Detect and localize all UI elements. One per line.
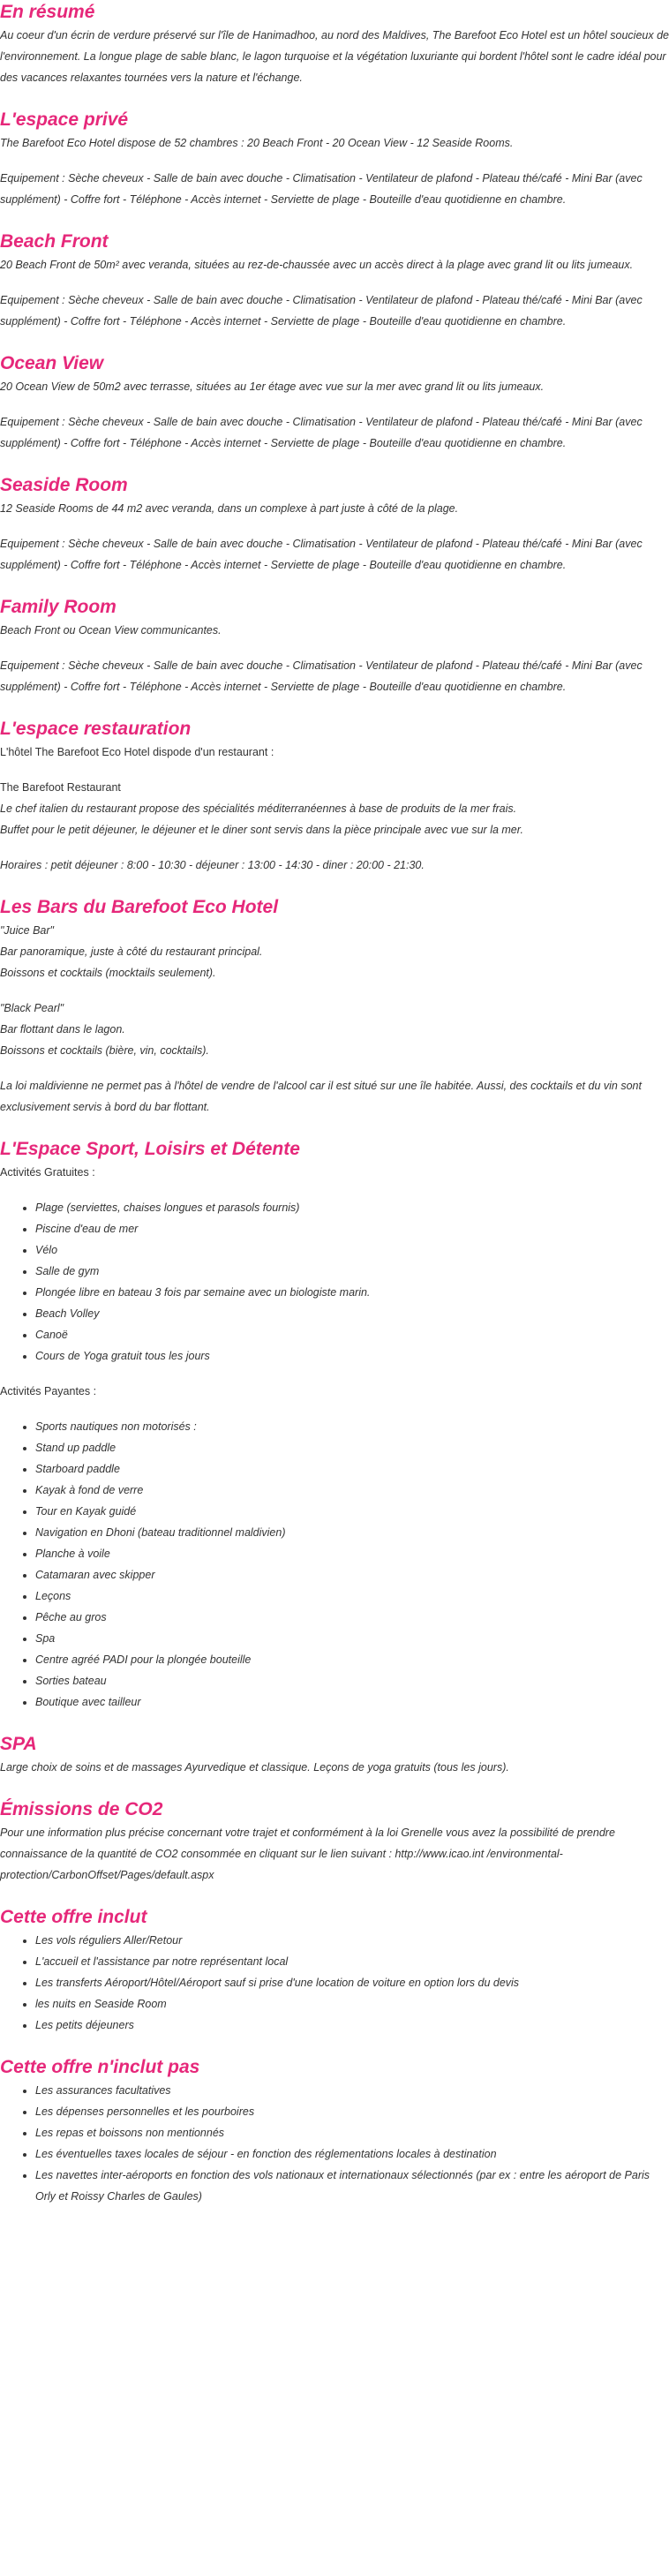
- list-item: • Catamaran avec skipper: [35, 1564, 669, 1586]
- bars-note: La loi maldivienne ne permet pas à l'hôtel de vendre de l'alcool car il est situé sur une île habitée. Aussi, des cocktails et du vin sont exclusivement servis à bord du bar flottant.: [0, 1080, 642, 1113]
- bar-line: Bar panoramique, juste à côté du restaurant principal.: [0, 945, 263, 958]
- resume-text: Au coeur d'un écrin de verdure préservé sur l'île de Hanimadhoo, au nord des Maldives, The Barefoot Eco Hotel est un hôtel soucieux de l'environnement. La longue plage de sable blanc, le lagon turquoise et la végétation luxuriante qui bordent l'hôtel sont le cadre idéal pour des vacances relaxantes tournées vers la nature et l'échange.: [0, 29, 669, 84]
- restaurant-line: Le chef italien du restaurant propose des spécialités méditerranéennes à base de produits de la mer frais.: [0, 802, 517, 815]
- list-item: • Les assurances facultatives: [35, 2080, 669, 2101]
- list-item: • L'accueil et l'assistance par notre représentant local: [35, 1951, 669, 1972]
- list-item: • Les transferts Aéroport/Hôtel/Aéroport sauf si prise d'une location de voiture en option lors du devis: [35, 1972, 669, 1993]
- list-item: • Boutique avec tailleur: [35, 1691, 669, 1713]
- section-restauration: [0, 717, 669, 876]
- list-item: • Pêche au gros: [35, 1607, 669, 1628]
- section-spa: [0, 1732, 669, 1778]
- equipment-text: Equipement : Sèche cheveux - Salle de bain avec douche - Climatisation - Ventilateur de plafond - Plateau thé/café - Mini Bar (avec supplément) - Coffre fort - Téléphone - Accès internet - Serviette de plage - Bouteille d'eau quotidienne en chambre.: [0, 538, 643, 571]
- section-title: Family Room: [0, 597, 117, 617]
- section-title: SPA: [0, 1734, 37, 1754]
- bar-line: Boissons et cocktails (bière, vin, cocktails).: [0, 1044, 209, 1057]
- section-ocean-view: [0, 351, 669, 454]
- bar-line: Bar flottant dans le lagon.: [0, 1023, 125, 1036]
- restaurant-hours: Horaires : petit déjeuner : 8:00 - 10:30 - déjeuner : 13:00 - 14:30 - diner : 20:00 - 21:30.: [0, 859, 425, 871]
- list-item: • Plongée libre en bateau 3 fois par semaine avec un biologiste marin.: [35, 1282, 669, 1303]
- section-inclut: [0, 1905, 669, 2036]
- spa-text: Large choix de soins et de massages Ayurvedique et classique. Leçons de yoga gratuits (tous les jours).: [0, 1761, 509, 1774]
- restauration-intro: L'hôtel The Barefoot Eco Hotel dispode d'un restaurant :: [0, 746, 274, 758]
- section-title: Seaside Room: [0, 475, 128, 495]
- list-item: • Canoë: [35, 1324, 669, 1345]
- list-item: • Les éventuelles taxes locales de séjour - en fonction des réglementations locales à destination: [35, 2143, 669, 2165]
- section-title: Cette offre inclut: [0, 1907, 147, 1927]
- section-ninclut: [0, 2055, 669, 2207]
- list-item: • Sports nautiques non motorisés :: [35, 1416, 669, 1437]
- list-item: • Salle de gym: [35, 1261, 669, 1282]
- seaside-room-text: 12 Seaside Rooms de 44 m2 avec veranda, dans un complexe à part juste à côté de la plage.: [0, 502, 459, 515]
- co2-text: Pour une information plus précise concernant votre trajet et conformément à la loi Grenelle vous avez la possibilité de prendre connaissance de la quantité de CO2 consommée en cliquant sur le lien suivant : http://www.icao.int /environmental-protection/CarbonOffset/Pages/default.aspx: [0, 1827, 615, 1881]
- section-title: Beach Front: [0, 231, 109, 252]
- section-family-room: [0, 595, 669, 697]
- paid-activities-list: [0, 1416, 669, 1713]
- list-item: • Cours de Yoga gratuit tous les jours: [35, 1345, 669, 1367]
- bar-line: Boissons et cocktails (mocktails seulement).: [0, 967, 216, 979]
- family-room-text: Beach Front ou Ocean View communicantes.: [0, 624, 222, 636]
- free-activities-list: [0, 1197, 669, 1367]
- ninclut-list: [0, 2080, 669, 2207]
- list-item: • Les repas et boissons non mentionnés: [35, 2122, 669, 2143]
- section-espace-prive: [0, 108, 669, 210]
- free-activities-label: Activités Gratuites :: [0, 1166, 95, 1179]
- section-bars: [0, 895, 669, 1118]
- section-title: L'Espace Sport, Loisirs et Détente: [0, 1139, 300, 1159]
- restaurant-name: The Barefoot Restaurant: [0, 781, 121, 794]
- list-item: • Kayak à fond de verre: [35, 1480, 669, 1501]
- list-item: • Tour en Kayak guidé: [35, 1501, 669, 1522]
- ocean-view-text: 20 Ocean View de 50m2 avec terrasse, situées au 1er étage avec vue sur la mer avec grand lit ou lits jumeaux.: [0, 380, 545, 393]
- equipment-text: Equipement : Sèche cheveux - Salle de bain avec douche - Climatisation - Ventilateur de plafond - Plateau thé/café - Mini Bar (avec supplément) - Coffre fort - Téléphone - Accès internet - Serviette de plage - Bouteille d'eau quotidienne en chambre.: [0, 416, 643, 449]
- section-seaside-room: [0, 473, 669, 576]
- list-item: • Sorties bateau: [35, 1670, 669, 1691]
- section-sport: [0, 1137, 669, 1713]
- equipment-text: Equipement : Sèche cheveux - Salle de bain avec douche - Climatisation - Ventilateur de plafond - Plateau thé/café - Mini Bar (avec supplément) - Coffre fort - Téléphone - Accès internet - Serviette de plage - Bouteille d'eau quotidienne en chambre.: [0, 294, 643, 328]
- equipment-text: Equipement : Sèche cheveux - Salle de bain avec douche - Climatisation - Ventilateur de plafond - Plateau thé/café - Mini Bar (avec supplément) - Coffre fort - Téléphone - Accès internet - Serviette de plage - Bouteille d'eau quotidienne en chambre.: [0, 172, 643, 206]
- list-item: • Navigation en Dhoni (bateau traditionnel maldivien): [35, 1522, 669, 1543]
- beach-front-text: 20 Beach Front de 50m² avec veranda, situées au rez-de-chaussée avec un accès direct à la plage avec grand lit ou lits jumeaux.: [0, 259, 634, 271]
- list-item: • Piscine d'eau de mer: [35, 1218, 669, 1239]
- section-title: En résumé: [0, 2, 95, 22]
- list-item: • Les dépenses personnelles et les pourboires: [35, 2101, 669, 2122]
- section-title: Émissions de CO2: [0, 1799, 163, 1819]
- inclut-list: [0, 1930, 669, 2036]
- list-item: • Plage (serviettes, chaises longues et parasols fournis): [35, 1197, 669, 1218]
- equipment-text: Equipement : Sèche cheveux - Salle de bain avec douche - Climatisation - Ventilateur de plafond - Plateau thé/café - Mini Bar (avec supplément) - Coffre fort - Téléphone - Accès internet - Serviette de plage - Bouteille d'eau quotidienne en chambre.: [0, 659, 643, 693]
- list-item: • Beach Volley: [35, 1303, 669, 1324]
- list-item: • Planche à voile: [35, 1543, 669, 1564]
- bar-name: "Juice Bar": [0, 924, 54, 937]
- paid-activities-label: Activités Payantes :: [0, 1385, 97, 1397]
- list-item: • Spa: [35, 1628, 669, 1649]
- list-item: • Starboard paddle: [35, 1458, 669, 1480]
- section-beach-front: [0, 230, 669, 332]
- list-item: • Vélo: [35, 1239, 669, 1261]
- espace-prive-text: The Barefoot Eco Hotel dispose de 52 chambres : 20 Beach Front - 20 Ocean View - 12 Seaside Rooms.: [0, 137, 514, 149]
- section-co2: [0, 1797, 669, 1886]
- section-title: L'espace privé: [0, 109, 129, 130]
- list-item: • Les petits déjeuners: [35, 2015, 669, 2036]
- section-resume: [0, 0, 669, 88]
- restaurant-line: Buffet pour le petit déjeuner, le déjeuner et le diner sont servis dans la pièce principale avec vue sur la mer.: [0, 824, 523, 836]
- list-item: • Centre agréé PADI pour la plongée bouteille: [35, 1649, 669, 1670]
- list-item: • Leçons: [35, 1586, 669, 1607]
- section-title: L'espace restauration: [0, 719, 192, 739]
- section-title: Cette offre n'inclut pas: [0, 2057, 200, 2077]
- list-item: • Les vols réguliers Aller/Retour: [35, 1930, 669, 1951]
- section-title: Les Bars du Barefoot Eco Hotel: [0, 897, 279, 917]
- section-title: Ocean View: [0, 353, 104, 373]
- list-item: • Stand up paddle: [35, 1437, 669, 1458]
- list-item: • Les navettes inter-aéroports en fonction des vols nationaux et internationaux sélectionnés (par ex : entre les aéroport de Paris Orly et Roissy Charles de Gaules): [35, 2165, 669, 2207]
- bar-name: "Black Pearl": [0, 1002, 64, 1014]
- list-item: • les nuits en Seaside Room: [35, 1993, 669, 2015]
